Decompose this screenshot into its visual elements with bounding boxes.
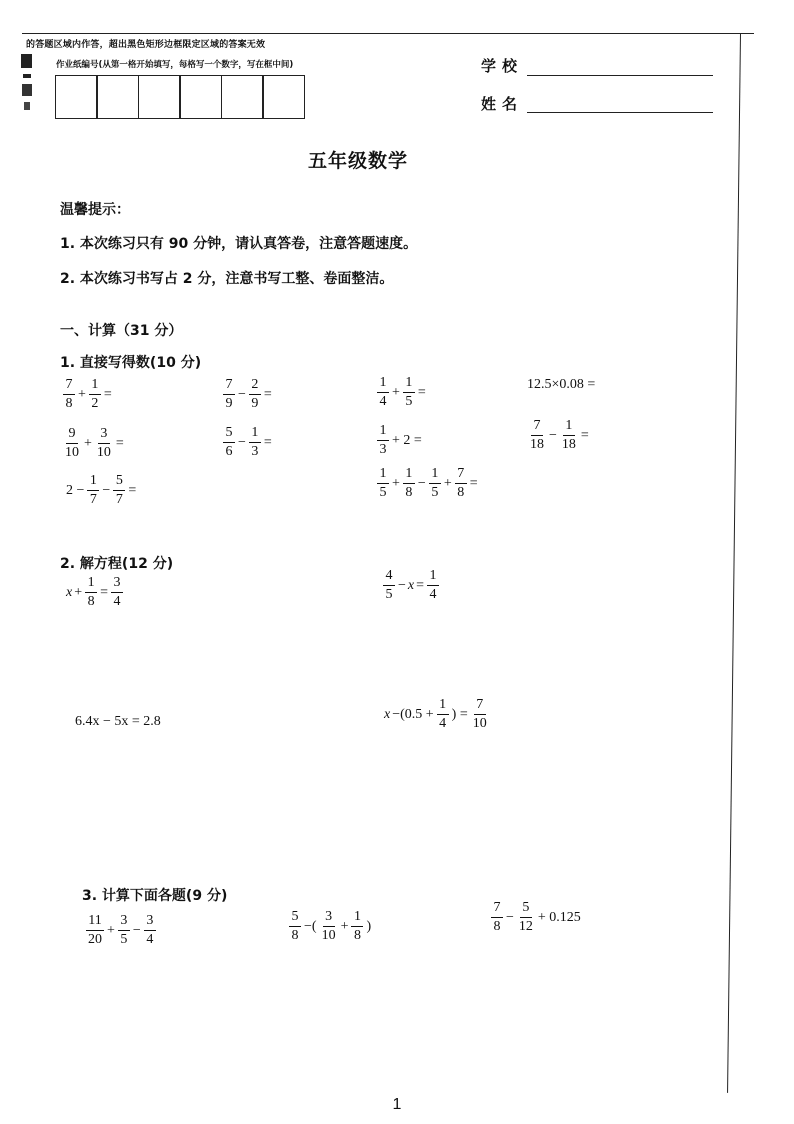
equation-1: x + $\frac{1}{8}$ = $\frac{3}{4}$ [66,576,124,609]
problem-1-6: $\frac{5}{6}$ − $\frac{1}{3}$ = [222,426,274,459]
page-title: 五年级数学 [307,150,408,172]
equation-2: $\frac{4}{5}$ − x = $\frac{1}{4}$ [382,569,440,602]
id-number-label: 作业纸编号(从第一格开始填写，每格写一个数字，写在框中间) [56,60,294,70]
page-number: 1 [392,1096,402,1113]
section-heading: 一、计算（31 分） [60,323,183,339]
id-box[interactable] [221,75,264,119]
problem-1-1: $\frac{7}{8}$ + $\frac{1}{2}$ = [62,378,114,411]
right-border-line [727,33,741,1093]
calc-problem-3: $\frac{7}{8}$ − $\frac{5}{12}$ + 0.125 [490,901,583,934]
problem-1-4: 12.5×0.08 = [527,377,596,392]
tip-item-1: 1. 本次练习只有 90 分钟，请认真答卷，注意答题速度。 [60,236,418,252]
problem-1-3: $\frac{1}{4}$ + $\frac{1}{5}$ = [376,376,428,409]
problem-1-8: $\frac{7}{18}$ − $\frac{1}{18}$ = [530,418,589,452]
id-box[interactable] [179,75,222,119]
tips-heading: 温馨提示： [60,202,130,218]
tip-item-2: 2. 本次练习书写占 2 分，注意书写工整、卷面整洁。 [60,271,394,287]
id-box[interactable] [96,75,139,119]
id-box[interactable] [55,75,98,119]
calc-problem-2: $\frac{5}{8}$ −( $\frac{3}{10}$ + $\frac{1}{8}$ ) [288,910,373,943]
id-box[interactable] [138,75,181,119]
part1-heading: 1. 直接写得数(10 分) [60,355,202,371]
school-label: 学校 [481,57,524,75]
id-number-boxes[interactable] [56,75,305,119]
school-field[interactable] [527,75,713,76]
problem-1-2: $\frac{7}{9}$ − $\frac{2}{9}$ = [222,378,274,411]
top-border-line [22,33,754,34]
calc-problem-1: $\frac{11}{20}$ + $\frac{3}{5}$ − $\frac{3}{4}$ [85,914,157,947]
problem-1-10: $\frac{1}{5}$ + $\frac{1}{8}$ − $\frac{1}{5}$ + $\frac{7}{8}$ = [376,467,480,500]
part3-heading: 3. 计算下面各题(9 分) [82,888,228,904]
problem-1-7: $\frac{1}{3}$ + 2 = [376,424,424,457]
name-field[interactable] [527,112,713,113]
equation-4: x −(0.5 + $\frac{1}{4}$ ) = $\frac{7}{10}$ [384,697,487,731]
problem-1-9: 2 − $\frac{1}{7}$ − $\frac{5}{7}$ = [66,473,137,507]
part2-heading: 2. 解方程(12 分) [60,556,174,572]
id-box[interactable] [262,75,305,119]
binding-mark-icon [20,52,34,116]
answer-area-notice: 的答题区域内作答，超出黑色矩形边框限定区域的答案无效 [26,40,266,50]
equation-3: 6.4x − 5x = 2.8 [75,714,161,729]
problem-1-5: $\frac{9}{10}$ + $\frac{3}{10}$ = [65,426,124,460]
name-label: 姓名 [481,95,524,113]
